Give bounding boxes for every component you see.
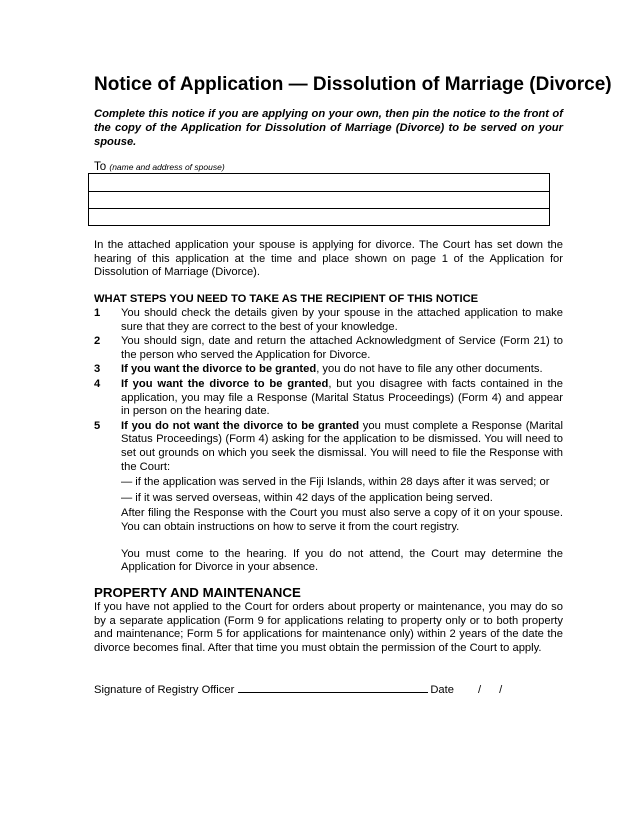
step-item [94,307,563,334]
signature-field[interactable] [238,681,428,693]
to-sublabel: (name and address of spouse) [109,162,225,172]
step-item [94,420,563,575]
signature-row [94,681,563,697]
step-emphasis: If you want the divorce to be granted [121,363,317,376]
steps-list [94,307,563,576]
fiji-service-deadline: — if the application was served in the Fiji Islands, within 28 days after it was served; or [121,476,550,489]
intro-instructions: Complete this notice if you are applying on your own, then pin the notice to the front of the copy of the Application for Dissolution of Marriage (Divorce) to be served on your spouse. [94,108,563,148]
step-text: You should sign, date and return the attached Acknowledgment of Service (Form 21) to the person who served the Application for Divorce. [121,335,563,361]
address-field-3[interactable] [89,208,549,225]
property-paragraph: If you have not applied to the Court for orders about property or maintenance, you may do so by a separate application (Form 9 for applications relating to property only or to both property and maintenance; Form 5 for applications for maintenance only) within 2 years of the date the divorce becomes final. After that time you must obtain the permission of the Court to apply. [94,601,563,654]
step-emphasis: If you do not want the divorce to be granted [121,419,360,432]
signature-label: Signature of Registry Officer [94,684,235,696]
document-title: Notice of Application — Dissolution of Marriage (Divorce) [94,74,612,95]
step-item [94,335,563,362]
address-field-1[interactable] [89,174,549,191]
address-field-2[interactable] [89,191,549,208]
step-item [94,363,563,377]
steps-heading: WHAT STEPS YOU NEED TO TAKE AS THE RECIPIENT OF THIS NOTICE [94,293,479,305]
spouse-address-box [88,173,550,226]
date-separator: / [499,684,503,696]
overseas-service-deadline: — if it was served overseas, within 42 days of the application being served. [121,491,493,504]
to-label: To [94,161,107,173]
step-text: If you want the divorce to be granted, but you disagree with facts contained in the application, you may file a Response (Marital Status Proceedings) (Form 4) and appear in person on the hearing date. [121,377,564,418]
step-emphasis: If you want the divorce to be granted [121,377,329,390]
step-text: If you do not want the divorce to be granted you must complete a Response (Marital Status Proceedings) (Form 4) asking for the application to be dismissed. You will need to set out grounds on which you seek the dismissal. You will need to file the Response with the Court: — if the application was served in the Fiji Islands, within 28 days after it was served; or — if it was served overseas, within 42 days of the application being served. After filing the Response with the Court you must also serve a copy of it on your spouse. You can obtain instructions on how to serve it from the court registry. You must come to the hearing. If you do not attend, the Court may determine the Application for Divorce in your absence. [121,419,563,574]
date-separator: / [477,684,482,696]
after-filing-text: After filing the Response with the Court you must also serve a copy of it on your spouse. You can obtain instructions on how to serve it from the court registry. [121,507,563,533]
step-number: 5 [94,419,101,432]
step-item [94,378,563,419]
step-number: 3 [94,363,101,376]
to-line [94,160,554,174]
step-number: 1 [94,307,101,319]
step-number: 4 [94,377,101,390]
date-label: Date [430,684,454,696]
step-text: If you want the divorce to be granted, you do not have to file any other documents. [121,363,543,376]
step-text: You should check the details given by your spouse in the attached application to make sure that they are correct to the best of your knowledge. [121,307,563,333]
attached-application-paragraph: In the attached application your spouse is applying for divorce. The Court has set down the hearing of this application at the time and place shown on page 1 of the Application for Dissolution of Marriage (Divorce). [94,239,563,279]
step-number: 2 [94,335,101,348]
property-heading: PROPERTY AND MAINTENANCE [94,585,301,600]
hearing-attendance-text: You must come to the hearing. If you do not attend, the Court may determine the Application for Divorce in your absence. [121,547,563,574]
